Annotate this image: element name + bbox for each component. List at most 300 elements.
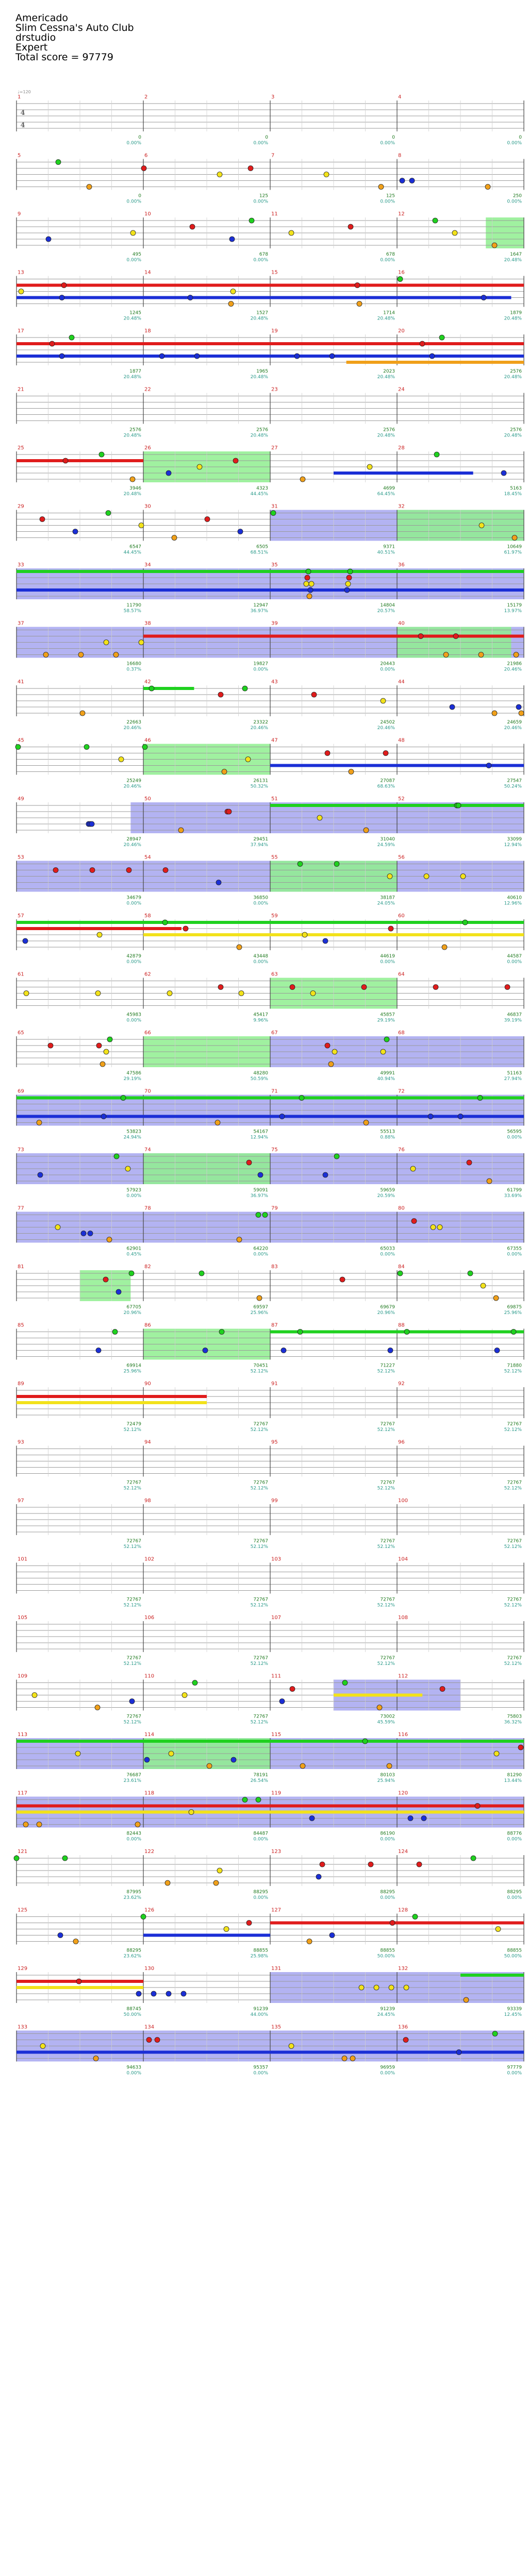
note: [306, 569, 311, 574]
note: [129, 1271, 134, 1276]
note: [329, 1933, 335, 1938]
note: [481, 295, 486, 300]
sustain: [16, 1115, 524, 1118]
note: [398, 277, 403, 282]
note: [384, 1037, 389, 1042]
measure-percent: 20.46%: [504, 667, 522, 672]
measure-score: 24659: [507, 720, 522, 725]
note: [89, 821, 94, 827]
measure-percent: 23.62%: [123, 1954, 141, 1959]
measure-number: 62: [144, 971, 151, 978]
note: [119, 757, 124, 762]
measure-score: 57923: [126, 1188, 141, 1193]
measure-number: 23: [271, 386, 278, 393]
measure-percent: 37.94%: [250, 843, 268, 848]
note: [256, 1213, 261, 1218]
note: [478, 652, 484, 658]
measure-percent: 52.12%: [123, 1661, 141, 1666]
note: [519, 711, 524, 716]
note: [37, 1822, 42, 1827]
note: [420, 341, 425, 346]
measure-score: 38187: [380, 895, 395, 901]
measure-percent: 44.00%: [250, 2012, 268, 2017]
note: [207, 1763, 212, 1769]
measure-score: 19827: [253, 661, 268, 667]
note: [62, 1856, 68, 1861]
note: [126, 868, 131, 873]
measure-number: 15: [271, 270, 278, 276]
measure-percent: 20.46%: [377, 726, 395, 731]
measure-number: 133: [18, 2024, 28, 2030]
note: [404, 1985, 409, 1990]
note: [325, 751, 330, 756]
measure-number: 20: [398, 328, 405, 334]
measure-number: 115: [271, 1732, 282, 1738]
note: [80, 711, 85, 716]
measure-score: 72767: [507, 1597, 522, 1603]
note: [245, 757, 251, 762]
measure-number: 74: [144, 1147, 151, 1153]
note: [279, 1699, 285, 1704]
measure-score: 4699: [383, 486, 395, 491]
measure-number: 101: [18, 1556, 28, 1562]
note: [298, 1329, 303, 1335]
measure-percent: 0.37%: [126, 667, 141, 672]
measure-number: 80: [398, 1205, 405, 1211]
note: [307, 594, 312, 599]
time-signature-top: 4: [20, 109, 25, 117]
note: [183, 926, 188, 931]
measure-number: 82: [144, 1264, 151, 1270]
sustain: [16, 1811, 524, 1814]
note: [362, 1739, 368, 1744]
note: [142, 745, 147, 750]
measure-score: 75803: [507, 1714, 522, 1720]
measure-percent: 52.12%: [250, 1486, 268, 1491]
measure-percent: 20.48%: [377, 375, 395, 380]
measure-score: 0: [519, 135, 522, 140]
measure-score: 72767: [380, 1539, 395, 1544]
note: [400, 178, 405, 183]
measure-percent: 68.51%: [250, 550, 268, 555]
measure-number: 102: [144, 1556, 155, 1562]
note: [350, 2056, 355, 2061]
measure-number: 11: [271, 211, 278, 217]
measure-number: 66: [144, 1030, 151, 1036]
note: [63, 458, 68, 463]
measure-number: 16: [398, 270, 405, 276]
measure-number: 70: [144, 1088, 151, 1095]
note: [249, 218, 254, 223]
measure-number: 55: [271, 854, 278, 861]
measure-percent: 0.00%: [380, 1895, 395, 1900]
measure-score: 45857: [380, 1012, 395, 1018]
measure-number: 8: [398, 153, 402, 159]
note: [73, 1939, 78, 1944]
note: [69, 335, 74, 340]
note: [135, 1822, 140, 1827]
note: [203, 1348, 208, 1353]
measure-percent: 52.12%: [123, 1544, 141, 1550]
note: [308, 587, 313, 593]
measure-percent: 52.12%: [123, 1427, 141, 1433]
note: [239, 991, 244, 996]
measure-percent: 0.00%: [507, 141, 522, 146]
measure-score: 69679: [380, 1305, 395, 1310]
measure-percent: 20.46%: [123, 726, 141, 731]
measure-percent: 40.51%: [377, 550, 395, 555]
note: [37, 1120, 42, 1125]
measure-percent: 50.32%: [250, 784, 268, 789]
note: [310, 991, 316, 996]
measure-percent: 20.48%: [504, 375, 522, 380]
sustain: [270, 1331, 524, 1334]
note: [381, 698, 386, 703]
measure-score: 88745: [126, 2007, 141, 2012]
measure-percent: 0.00%: [253, 1895, 268, 1900]
measure-score: 96959: [380, 2065, 395, 2070]
note: [205, 517, 210, 522]
note: [61, 283, 67, 288]
measure-percent: 0.00%: [380, 959, 395, 965]
measure-percent: 52.12%: [250, 1661, 268, 1666]
note: [450, 704, 455, 710]
note: [162, 920, 168, 925]
measure-percent: 52.12%: [377, 1544, 395, 1550]
measure-number: 24: [398, 386, 405, 393]
measure-number: 105: [18, 1615, 28, 1621]
note: [431, 1225, 436, 1230]
note: [516, 704, 521, 710]
measure-percent: 52.12%: [250, 1603, 268, 1608]
note: [281, 1348, 286, 1353]
note: [305, 575, 310, 580]
measure-percent: 0.00%: [126, 258, 141, 263]
measure-number: 33: [18, 562, 24, 568]
note: [217, 1868, 222, 1873]
measure-number: 60: [398, 913, 405, 919]
note: [139, 640, 144, 645]
measure-number: 7: [271, 153, 275, 159]
note: [199, 1271, 204, 1276]
measure-number: 2: [144, 94, 148, 100]
measure-number: 110: [144, 1673, 155, 1679]
measure-score: 72479: [126, 1422, 141, 1427]
measure-score: 72767: [380, 1656, 395, 1661]
measure-number: 95: [271, 1439, 278, 1445]
note: [104, 640, 109, 645]
note: [496, 1927, 501, 1932]
measure-percent: 12.94%: [504, 843, 522, 848]
song-charter: drstudio: [15, 32, 56, 43]
measure-score: 2576: [383, 427, 395, 433]
note: [300, 1763, 305, 1769]
measure-percent: 20.59%: [377, 1193, 395, 1199]
measure-number: 58: [144, 913, 151, 919]
measure-score: 72767: [253, 1714, 268, 1720]
measure-number: 116: [398, 1732, 408, 1738]
note: [404, 1329, 409, 1335]
measure-percent: 0.88%: [380, 1135, 395, 1140]
measure-number: 63: [271, 971, 278, 978]
note: [364, 828, 369, 833]
measure-number: 119: [271, 1790, 282, 1796]
measure-score: 2023: [383, 369, 395, 374]
measure-percent: 25.94%: [377, 1778, 395, 1783]
note: [468, 1271, 473, 1276]
measure-percent: 50.00%: [377, 1954, 395, 1959]
note: [359, 1985, 364, 1990]
sustain: [16, 284, 524, 287]
note: [43, 652, 48, 658]
note: [197, 464, 202, 469]
note: [452, 230, 457, 235]
measure-number: 45: [18, 737, 24, 744]
measure-score: 5163: [510, 486, 522, 491]
measure-number: 37: [18, 620, 24, 627]
sustain: [16, 1097, 524, 1100]
measure-percent: 0.00%: [126, 1193, 141, 1199]
note: [430, 353, 435, 359]
note: [340, 1277, 345, 1282]
note: [238, 529, 243, 534]
measure-number: 126: [144, 1907, 155, 1913]
note: [486, 763, 491, 768]
note: [237, 1237, 242, 1242]
measure-score: 72767: [507, 1539, 522, 1544]
note: [190, 224, 195, 229]
note: [224, 1927, 229, 1932]
note: [304, 581, 309, 586]
measure-score: 43448: [253, 954, 268, 959]
measure-number: 18: [144, 328, 151, 334]
note: [104, 1049, 109, 1054]
measure-number: 108: [398, 1615, 408, 1621]
measure-percent: 64.45%: [377, 492, 395, 497]
measure-number: 42: [144, 679, 151, 685]
note: [357, 301, 362, 307]
measure-percent: 52.12%: [377, 1486, 395, 1491]
measure-number: 75: [271, 1147, 278, 1153]
note: [412, 1914, 418, 1920]
note: [258, 1172, 263, 1177]
measure-score: 87995: [126, 1890, 141, 1895]
measure-number: 5: [18, 153, 21, 159]
note: [456, 803, 461, 808]
measure-percent: 50.00%: [123, 2012, 141, 2017]
measure-score: 42879: [126, 954, 141, 959]
measure-number: 69: [18, 1088, 24, 1095]
note: [107, 1037, 112, 1042]
measure-score: 1877: [129, 369, 141, 374]
measure-score: 59091: [253, 1188, 268, 1193]
measure-number: 90: [144, 1381, 151, 1387]
measure-percent: 33.69%: [504, 1193, 522, 1199]
measure-percent: 20.46%: [504, 726, 522, 731]
note: [56, 160, 61, 165]
measure-percent: 36.97%: [250, 609, 268, 614]
measure-score: 62901: [126, 1246, 141, 1252]
measure-score: 69597: [253, 1305, 268, 1310]
measure-percent: 0.00%: [380, 1252, 395, 1257]
note: [367, 464, 372, 469]
measure-number: 50: [144, 796, 151, 802]
measure-number: 79: [271, 1205, 278, 1211]
measure-number: 131: [271, 1966, 282, 1972]
measure-score: 2576: [129, 427, 141, 433]
measure-percent: 52.12%: [123, 1603, 141, 1608]
note: [471, 1856, 476, 1861]
measure-number: 26: [144, 445, 151, 451]
measure-score: 1647: [510, 252, 522, 257]
sustain: [16, 570, 524, 573]
measure-number: 76: [398, 1147, 405, 1153]
measure-score: 36850: [253, 895, 268, 901]
sustain: [16, 927, 182, 930]
measure-percent: 36.32%: [504, 1720, 522, 1725]
note: [325, 1043, 330, 1048]
note: [481, 1283, 486, 1288]
measure-score: 21986: [507, 661, 522, 667]
measure-percent: 12.94%: [250, 1135, 268, 1140]
measure-number: 129: [18, 1966, 28, 1972]
measure-number: 61: [18, 971, 24, 978]
measure-number: 109: [18, 1673, 28, 1679]
measure-number: 96: [398, 1439, 405, 1445]
song-difficulty: Expert: [15, 42, 48, 53]
note: [377, 1705, 382, 1710]
measure-percent: 0.00%: [507, 2070, 522, 2076]
note: [317, 815, 322, 820]
note: [181, 1991, 186, 1996]
measure-score: 67355: [507, 1246, 522, 1252]
measure-percent: 12.96%: [504, 901, 522, 906]
measure-percent: 52.12%: [504, 1427, 522, 1433]
note: [96, 1043, 102, 1048]
measure-score: 45983: [126, 1012, 141, 1018]
measure-number: 35: [271, 562, 278, 568]
measure-percent: 25.98%: [250, 1954, 268, 1959]
measure-score: 47586: [126, 1071, 141, 1076]
note: [95, 1705, 100, 1710]
measure-number: 64: [398, 971, 405, 978]
measure-percent: 36.97%: [250, 1193, 268, 1199]
measure-percent: 58.57%: [123, 609, 141, 614]
note: [381, 1049, 386, 1054]
measure-percent: 52.12%: [504, 1603, 522, 1608]
note: [311, 692, 317, 697]
measure-score: 97779: [507, 2065, 522, 2070]
measure-percent: 20.46%: [123, 843, 141, 848]
measure-score: 82443: [126, 1831, 141, 1837]
note: [368, 1862, 373, 1867]
note: [494, 1751, 499, 1756]
note: [410, 1166, 416, 1171]
measure-score: 6547: [129, 544, 141, 550]
note: [298, 862, 303, 867]
measure-number: 135: [271, 2024, 282, 2030]
note: [324, 172, 329, 177]
measure-number: 22: [144, 386, 151, 393]
measure-score: 23322: [253, 720, 268, 725]
measure-percent: 0.00%: [380, 258, 395, 263]
measure-number: 123: [271, 1849, 282, 1855]
measure-percent: 52.12%: [504, 1486, 522, 1491]
measure-number: 91: [271, 1381, 278, 1387]
measure-percent: 12.45%: [504, 2012, 522, 2017]
measure-score: 1245: [129, 310, 141, 316]
measure-number: 30: [144, 503, 151, 510]
measure-percent: 23.61%: [123, 1778, 141, 1783]
measure-number: 87: [271, 1322, 278, 1328]
measure-number: 128: [398, 1907, 408, 1913]
measure-number: 52: [398, 796, 405, 802]
note: [467, 1160, 472, 1165]
measure-percent: 52.12%: [504, 1661, 522, 1666]
measure-number: 136: [398, 2024, 408, 2030]
measure-percent: 50.24%: [504, 784, 522, 789]
note: [323, 938, 328, 944]
note: [437, 1225, 442, 1230]
note: [289, 2044, 294, 2049]
measure-percent: 24.45%: [377, 2012, 395, 2017]
measure-number: 48: [398, 737, 405, 744]
note: [218, 692, 223, 697]
measure-percent: 52.12%: [250, 1720, 268, 1725]
measure-percent: 0.00%: [380, 667, 395, 672]
note: [97, 932, 102, 937]
measure-score: 0: [265, 135, 268, 140]
note: [434, 452, 439, 457]
measure-number: 43: [271, 679, 278, 685]
measure-percent: 29.19%: [377, 1018, 395, 1023]
note: [99, 452, 104, 457]
note: [323, 1172, 328, 1177]
measure-percent: 20.48%: [504, 258, 522, 263]
measure-number: 130: [144, 1966, 155, 1972]
note: [121, 1096, 126, 1101]
note: [248, 166, 253, 171]
note: [342, 2056, 347, 2061]
note: [374, 1985, 379, 1990]
measure-score: 72767: [253, 1422, 268, 1427]
measure-number: 59: [271, 913, 278, 919]
measure-number: 68: [398, 1030, 405, 1036]
measure-percent: 0.00%: [253, 1837, 268, 1842]
note: [309, 1816, 315, 1821]
measure-percent: 9.96%: [253, 1018, 268, 1023]
note: [421, 1816, 426, 1821]
measure-percent: 25.96%: [123, 1369, 141, 1374]
note: [464, 1997, 469, 2002]
measure-percent: 20.48%: [504, 316, 522, 322]
note: [107, 1237, 112, 1242]
measure-score: 48280: [253, 1071, 268, 1076]
measure-number: 71: [271, 1088, 278, 1095]
measure-score: 81290: [507, 1773, 522, 1778]
measure-score: 71227: [380, 1363, 395, 1369]
measure-percent: 68.63%: [377, 784, 395, 789]
measure-score: 125: [259, 193, 268, 199]
note: [53, 868, 58, 873]
measure-number: 4: [398, 94, 402, 100]
note: [294, 353, 300, 359]
note: [505, 985, 510, 990]
measure-score: 69914: [126, 1363, 141, 1369]
measure-percent: 24.05%: [377, 901, 395, 906]
note: [456, 2050, 461, 2055]
sustain: [16, 1986, 143, 1989]
